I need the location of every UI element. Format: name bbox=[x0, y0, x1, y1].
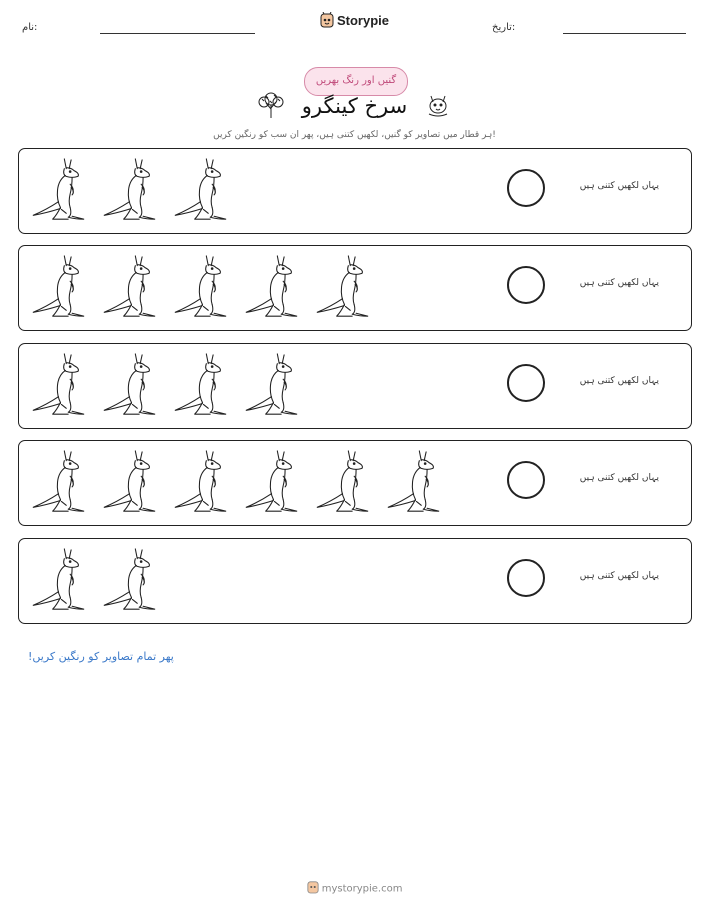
kangaroo-icon bbox=[313, 254, 372, 322]
brand-name: Storypie bbox=[336, 12, 389, 28]
answer-label: یہاں لکھیں کتنی ہیں bbox=[579, 278, 659, 288]
answer-circle[interactable] bbox=[507, 169, 545, 207]
kangaroo-icon bbox=[100, 352, 159, 420]
counting-row bbox=[18, 343, 692, 429]
answer-label: یہاں لکھیں کتنی ہیں bbox=[579, 376, 659, 386]
answer-circle[interactable] bbox=[507, 364, 545, 402]
kangaroo-icon bbox=[171, 157, 230, 225]
activity-badge: گنیں اور رنگ بھریں bbox=[304, 67, 408, 96]
answer-label: یہاں لکھیں کتنی ہیں bbox=[579, 571, 659, 581]
footer-note: پھر تمام تصاویر کو رنگین کریں! bbox=[28, 650, 174, 663]
counting-row bbox=[18, 440, 692, 526]
storypie-logo-icon bbox=[320, 12, 334, 31]
kangaroo-head-icon bbox=[425, 92, 451, 122]
kangaroo-group bbox=[29, 157, 230, 227]
kangaroo-group bbox=[29, 449, 443, 519]
kangaroo-icon bbox=[313, 449, 372, 517]
brand-logo bbox=[0, 12, 709, 31]
kangaroo-icon bbox=[100, 157, 159, 225]
kangaroo-icon bbox=[29, 352, 88, 420]
date-label: تاریخ: bbox=[492, 22, 516, 33]
answer-circle[interactable] bbox=[507, 266, 545, 304]
kangaroo-icon bbox=[384, 449, 443, 517]
kangaroo-icon bbox=[242, 254, 301, 322]
kangaroo-icon bbox=[242, 352, 301, 420]
kangaroo-icon bbox=[29, 254, 88, 322]
storypie-logo-icon bbox=[307, 880, 319, 897]
answer-label: یہاں لکھیں کتنی ہیں bbox=[579, 473, 659, 483]
name-line bbox=[100, 33, 255, 34]
kangaroo-icon bbox=[100, 449, 159, 517]
kangaroo-icon bbox=[29, 547, 88, 615]
name-label: نام: bbox=[22, 22, 38, 33]
answer-label: یہاں لکھیں کتنی ہیں bbox=[579, 181, 659, 191]
kangaroo-icon bbox=[100, 547, 159, 615]
kangaroo-icon bbox=[29, 449, 88, 517]
counting-row bbox=[18, 148, 692, 234]
counting-row bbox=[18, 538, 692, 624]
answer-circle[interactable] bbox=[507, 461, 545, 499]
kangaroo-icon bbox=[242, 449, 301, 517]
answer-circle[interactable] bbox=[507, 559, 545, 597]
kangaroo-group bbox=[29, 352, 301, 422]
date-line bbox=[563, 33, 686, 34]
kangaroo-icon bbox=[171, 449, 230, 517]
page-title: سرخ کینگرو bbox=[301, 94, 408, 118]
kangaroo-icon bbox=[171, 254, 230, 322]
kangaroo-group bbox=[29, 547, 159, 617]
kangaroo-group bbox=[29, 254, 372, 324]
kangaroo-icon bbox=[100, 254, 159, 322]
footer bbox=[0, 880, 709, 897]
instructions: ہر قطار میں تصاویر کو گنیں، لکھیں کتنی ہیں، پھر ان سب کو رنگین کریں! bbox=[213, 130, 496, 140]
kangaroo-icon bbox=[29, 157, 88, 225]
counting-row bbox=[18, 245, 692, 331]
footer-site: mystorypie.com bbox=[321, 883, 403, 895]
kangaroo-icon bbox=[171, 352, 230, 420]
